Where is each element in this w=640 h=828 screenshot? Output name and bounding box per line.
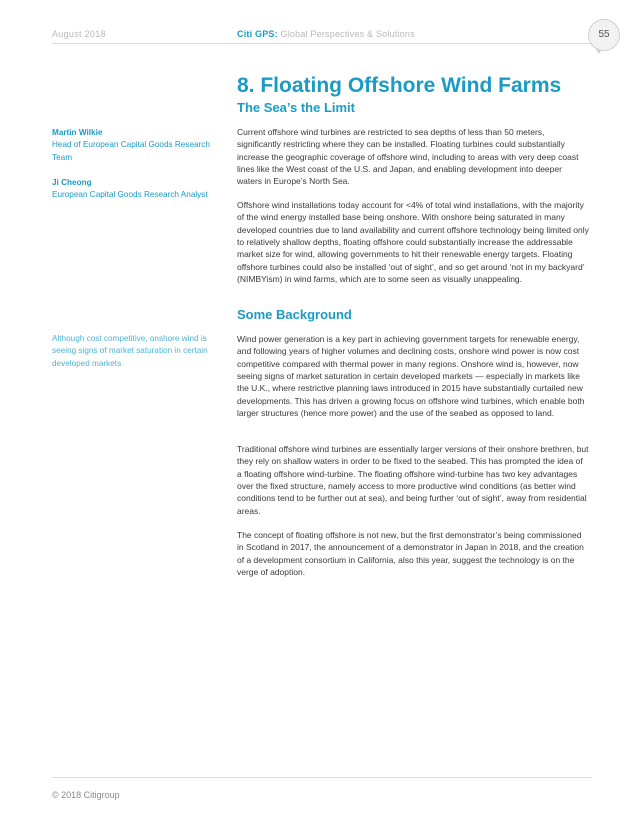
header-divider <box>52 43 592 44</box>
page-number-badge <box>588 19 620 51</box>
author-name: Ji Cheong <box>52 178 92 187</box>
body-paragraph: Offshore wind installations today account for <4% of total wind installations, with the majority of the wind energy installed base being onshore. With onshore being saturated in many developed countries due to land availability and current offshore technology being limited only to relatively shallow depths, floating offshore could substantially increase the addressable market size for wind, allowing governments to hit their renewable energy targets. Floating offshore turbines could also be installed ‘out of sight’, and so get around ‘not in my backyard’ (NIMBYism) in wind farms, which are to some seen as visually unappealing. <box>237 200 589 285</box>
header-series-title <box>237 29 415 39</box>
margin-note: Although cost competitive, onshore wind is seeing signs of market saturation in certain developed markets <box>52 334 208 368</box>
header-series-name: Global Perspectives & Solutions <box>277 29 415 39</box>
body-paragraph: The concept of floating offshore is not new, but the first demonstrator’s being commissioned in Scotland in 2017, the announcement of a demonstrator in Japan in 2018, and the creation of a development consortium in California, also this year, suggest the technology is on the verge of adoption. <box>237 530 584 578</box>
author-block <box>52 177 230 202</box>
header-brand: Citi GPS: <box>237 29 278 39</box>
author-role: Head of European Capital Goods Research Team <box>52 140 210 162</box>
body-paragraph: Wind power generation is a key part in achieving government targets for renewable energy, and following years of higher volumes and declining costs, onshore wind power is now cost competitive compared with thermal power in many regions. Onshore wind is, however, now seeing signs of market saturation in certain developed markets — especially in markets like the U.K., where restrictive planning laws introduced in 2015 have substantially curtailed new developments. This has driven a growing focus on offshore wind turbines, which enable both larger structures (hence more power) and the use of the seabed as opposed to land. <box>237 334 585 419</box>
author-role: European Capital Goods Research Analyst <box>52 190 208 200</box>
author-block <box>52 127 230 164</box>
footer-copyright: © 2018 Citigroup <box>52 790 120 800</box>
body-paragraph: Current offshore wind turbines are restricted to sea depths of less than 50 meters, significantly restricting where they can be installed. Floating turbines could substantially increase the geographic coverage of offshore wind, including to areas with very deep coast lines like the West coast of the U.S. and Japan, and enabling development into deeper waters in Europe’s North Sea. <box>237 127 579 187</box>
body-paragraph: Traditional offshore wind turbines are essentially larger versions of their onshore brethren, but they rely on shallow waters in order to be fixed to the seabed. This has prompted the idea of a floating offshore wind-turbine. The floating offshore wind-turbine has two key advantages over the fixed structure, namely access to more productive wind conditions (as better wind conditions tend to be further out at sea), and being further ‘out of sight’, away from residential areas. <box>237 444 589 516</box>
chapter-title: 8. Floating Offshore Wind Farms <box>237 74 562 97</box>
section-heading: Some Background <box>237 307 352 322</box>
footer-divider <box>52 777 592 778</box>
header-date: August 2018 <box>52 29 106 39</box>
chapter-subtitle: The Sea’s the Limit <box>237 100 355 115</box>
author-name: Martin Wilkie <box>52 128 103 137</box>
page-number: 55 <box>588 19 620 51</box>
